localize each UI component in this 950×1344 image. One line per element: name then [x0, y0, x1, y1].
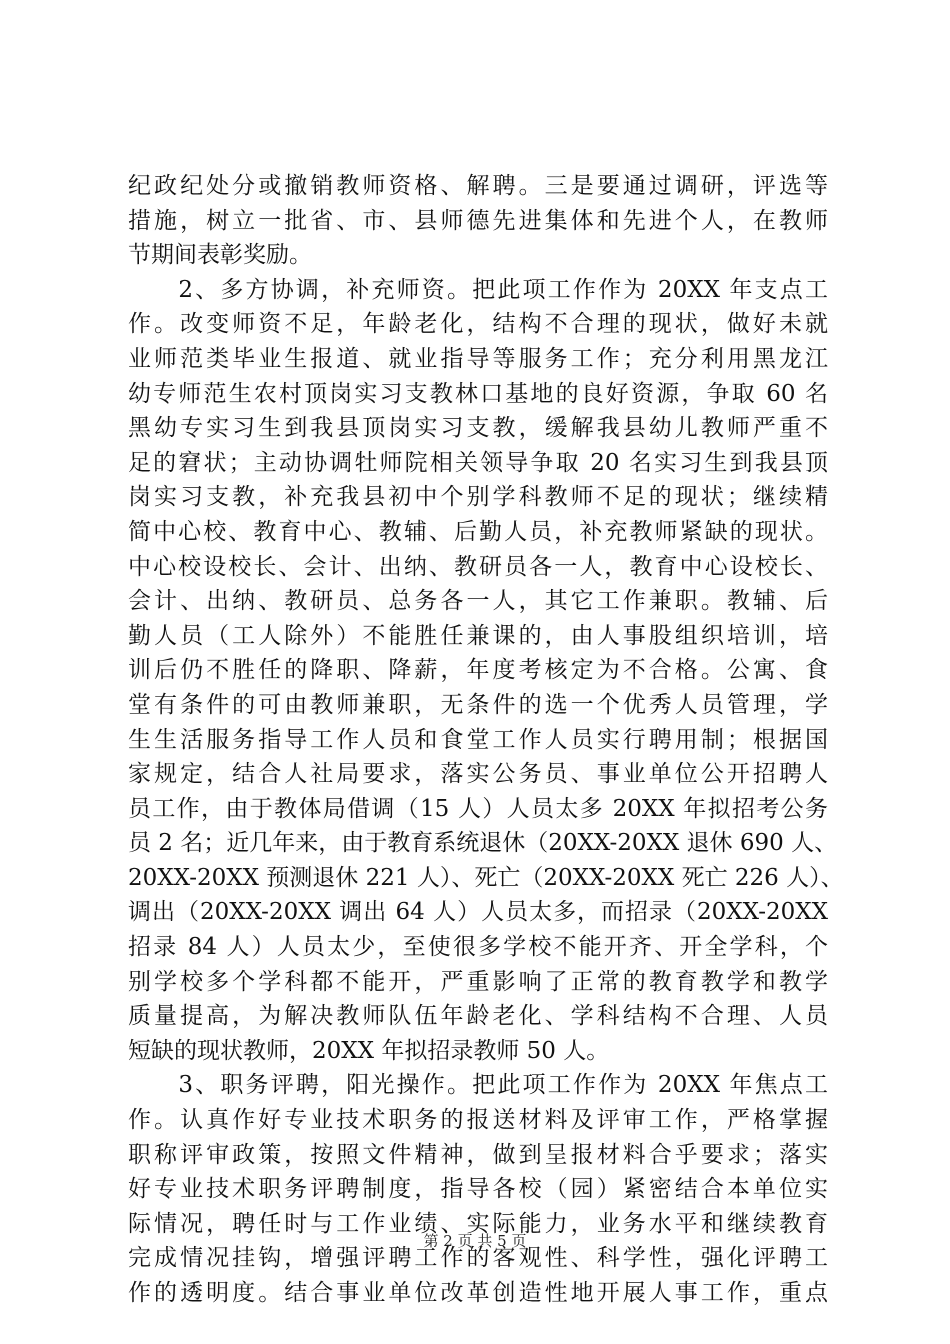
- text-line: 作。认真作好专业技术职务的报送材料及评审工作，严格掌握: [128, 1107, 828, 1134]
- text-line: 纪政纪处分或撤销教师资格、解聘。三是要通过调研，评选等: [128, 173, 828, 199]
- text-line: 际情况，聘任时与工作业绩、实际能力，业务水平和继续教育: [128, 1210, 828, 1237]
- text-line: 职称评审政策，按照文件精神，做到呈报材料合乎要求；落实: [128, 1141, 828, 1168]
- text-line: 堂有条件的可由教师兼职，无条件的选一个优秀人员管理，学: [128, 691, 828, 718]
- text-line: 调出（20XX-20XX 调出 64 人）人员太多，而招录（20XX-20XX: [128, 899, 828, 926]
- text-line: 别学校多个学科都不能开，严重影响了正常的教育教学和教学: [128, 968, 828, 995]
- text-line: 作的透明度。结合事业单位改革创造性地开展人事工作，重点: [128, 1280, 828, 1306]
- text-line: 岗实习支教，补充我县初中个别学科教师不足的现状；继续精: [128, 484, 828, 511]
- text-line: 中心校设校长、会计、出纳、教研员各一人，教育中心设校长、: [128, 553, 828, 580]
- text-line: 短缺的现状教师，20XX 年拟招录教师 50 人。: [128, 1037, 610, 1064]
- text-line: 2、多方协调，补充师资。把此项工作作为 20XX 年支点工: [128, 276, 828, 303]
- text-line: 简中心校、教育中心、教辅、后勤人员，补充教师紧缺的现状。: [128, 518, 828, 545]
- text-line: 会计、出纳、教研员、总务各一人，其它工作兼职。教辅、后: [128, 588, 828, 615]
- text-line: 训后仍不胜任的降职、降薪，年度考核定为不合格。公寓、食: [128, 657, 828, 684]
- page-number-label: 第 2 页 共 5 页: [423, 1232, 527, 1250]
- text-line: 措施，树立一批省、市、县师德先进集体和先进个人，在教师: [128, 207, 828, 234]
- page-footer: [0, 1230, 950, 1251]
- text-line: 幼专师范生农村顶岗实习支教林口基地的良好资源，争取 60 名: [128, 380, 828, 407]
- text-line: 生生活服务指导工作人员和食堂工作人员实行聘用制；根据国: [128, 726, 828, 753]
- text-line: 员 2 名；近几年来，由于教育系统退休（20XX-20XX 退休 690 人、: [128, 830, 838, 857]
- text-line: 3、职务评聘，阳光操作。把此项工作作为 20XX 年焦点工: [128, 1072, 828, 1099]
- text-line: 足的窘状；主动协调牡师院相关领导争取 20 名实习生到我县顶: [128, 449, 828, 476]
- text-line: 家规定，结合人社局要求，落实公务员、事业单位公开招聘人: [128, 761, 828, 788]
- text-line: 完成情况挂钩，增强评聘工作的客观性、科学性，强化评聘工: [128, 1245, 828, 1272]
- text-line: 勤人员（工人除外）不能胜任兼课的，由人事股组织培训，培: [128, 622, 828, 649]
- text-line: 业师范类毕业生报道、就业指导等服务工作；充分利用黑龙江: [128, 345, 828, 372]
- text-line: 员工作，由于教体局借调（15 人）人员太多 20XX 年拟招考公务: [128, 795, 828, 822]
- text-line: 黑幼专实习生到我县顶岗实习支教，缓解我县幼儿教师严重不: [128, 415, 828, 442]
- document-body: [128, 169, 844, 1311]
- text-line: 20XX-20XX 预测退休 221 人）、死亡（20XX-20XX 死亡 226 人）、: [128, 864, 844, 891]
- text-line: 质量提高，为解决教师队伍年龄老化、学科结构不合理、人员: [128, 1003, 828, 1030]
- text-line: 好专业技术职务评聘制度，指导各校（园）紧密结合本单位实: [128, 1176, 828, 1203]
- text-line: 招录 84 人）人员太少，至使很多学校不能开齐、开全学科，个: [128, 934, 828, 961]
- text-line: 作。改变师资不足，年龄老化，结构不合理的现状，做好未就: [128, 311, 828, 338]
- text-line: 节期间表彰奖励。: [128, 242, 312, 269]
